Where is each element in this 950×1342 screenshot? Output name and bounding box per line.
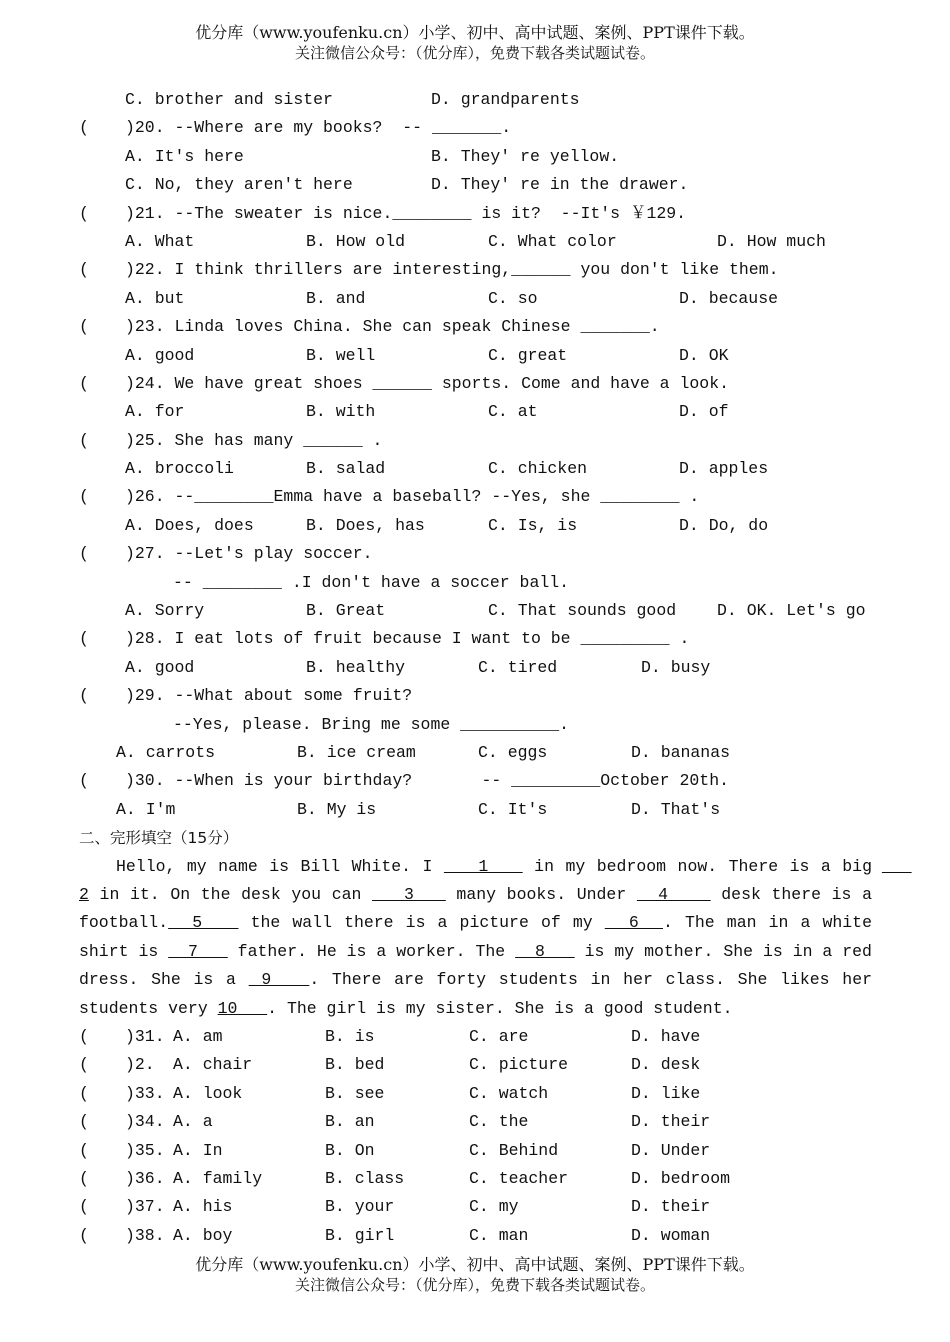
option-row <box>0 143 950 171</box>
blank-number: 6 <box>604 913 663 933</box>
option-text: A. but <box>125 288 185 308</box>
option-text: C. tired <box>478 657 558 677</box>
option-text: D. grandparents <box>431 90 580 109</box>
option-d: D. have <box>631 1026 701 1046</box>
option-row <box>0 796 950 824</box>
option-text: A. for <box>125 402 185 422</box>
option-text: C. Is, is <box>488 515 578 535</box>
option-row <box>0 569 950 597</box>
header-line-2: 关注微信公众号：（优分库），免费下载各类试题试卷。 <box>294 44 655 62</box>
option-text: D. of <box>679 402 729 422</box>
option-b: B. is <box>325 1026 375 1046</box>
option-d: D. woman <box>631 1225 711 1245</box>
option-text: B. How old <box>306 231 406 251</box>
cloze-row <box>0 1108 950 1136</box>
question-row <box>0 200 950 228</box>
option-c: C. are <box>469 1026 529 1046</box>
question-text: )30. --When is your birthday? -- _________October 20th. <box>125 771 729 791</box>
option-text: B. My is <box>297 799 377 819</box>
blank-number: 7 <box>168 941 228 961</box>
option-text: B. Great <box>306 601 386 621</box>
question-number: )2. <box>125 1055 155 1075</box>
passage-text: . The girl is my sister. She is a good student. <box>267 998 733 1018</box>
passage-text: in my bedroom now. There is a big <box>522 856 882 876</box>
question-row <box>0 370 950 398</box>
question-number: )37. <box>125 1197 165 1217</box>
question-number: )36. <box>125 1168 165 1188</box>
answer-bracket: ( <box>79 1055 89 1075</box>
option-text: A. good <box>125 657 195 677</box>
option-d: D. bedroom <box>631 1168 731 1188</box>
option-row <box>0 739 950 767</box>
option-d: D. their <box>631 1197 711 1217</box>
question-row <box>0 313 950 341</box>
option-a: A. boy <box>173 1225 233 1245</box>
question-number: )31. <box>125 1026 165 1046</box>
option-text: C. eggs <box>478 742 548 762</box>
cloze-row <box>0 1222 950 1250</box>
option-text: A. good <box>125 345 195 365</box>
option-row <box>0 711 950 739</box>
blank-number: 10 <box>217 998 268 1018</box>
page-footer <box>0 1254 950 1296</box>
question-text: )29. --What about some fruit? <box>125 686 413 706</box>
option-c: C. picture <box>469 1055 569 1075</box>
option-row <box>0 342 950 370</box>
option-text: D. That's <box>631 799 721 819</box>
question-text: )23. Linda loves China. She can speak Chinese _______. <box>125 317 660 337</box>
cloze-question-list <box>0 1023 950 1250</box>
footer-line-1: 优分库（www.youfenku.cn）小学、初中、高中试题、案例、PPT课件下载。 <box>195 1255 755 1274</box>
option-text: D. apples <box>679 459 769 479</box>
question-text: )22. I think thrillers are interesting,______ you don't like them. <box>125 260 779 280</box>
option-text: C. That sounds good <box>488 601 677 621</box>
blank-number: 1 <box>443 856 523 876</box>
option-text: B. and <box>306 288 366 308</box>
option-text: B. Does, has <box>306 515 425 535</box>
option-c: C. man <box>469 1225 529 1245</box>
cloze-row <box>0 1137 950 1165</box>
answer-bracket: ( <box>79 686 89 706</box>
option-text: D. OK <box>679 345 729 365</box>
passage-text: desk there is a football. <box>79 884 882 933</box>
header-line-1: 优分库（www.youfenku.cn）小学、初中、高中试题、案例、PPT课件下载。 <box>195 23 755 42</box>
answer-bracket: ( <box>79 1083 89 1103</box>
option-b: B. an <box>325 1112 375 1132</box>
option-d: D. their <box>631 1112 711 1132</box>
option-c: C. Behind <box>469 1140 559 1160</box>
section-title: 二、完形填空（15分） <box>79 829 239 848</box>
page-header <box>0 22 950 64</box>
option-text: B. They' re yellow. <box>431 146 620 166</box>
answer-bracket: ( <box>79 629 89 649</box>
question-text: )20. --Where are my books? -- _______. <box>125 118 512 138</box>
option-b: B. girl <box>325 1225 395 1245</box>
option-text: A. What <box>125 231 195 251</box>
answer-bracket: ( <box>79 771 89 791</box>
question-row <box>0 682 950 710</box>
option-text: C. great <box>488 345 568 365</box>
passage-text: father. He is a worker. The <box>227 941 516 961</box>
cloze-row <box>0 1051 950 1079</box>
option-c: C. watch <box>469 1083 549 1103</box>
answer-bracket: ( <box>79 1140 89 1160</box>
option-a: A. In <box>173 1140 223 1160</box>
option-text: B. healthy <box>306 657 406 677</box>
option-row <box>0 171 950 199</box>
answer-bracket: ( <box>79 203 89 223</box>
answer-bracket: ( <box>79 1225 89 1245</box>
option-text: A. broccoli <box>125 459 234 479</box>
question-row <box>0 767 950 795</box>
question-text: )28. I eat lots of fruit because I want to be _________ . <box>125 629 690 649</box>
option-text: A. I'm <box>116 799 176 819</box>
option-text: C. at <box>488 402 538 422</box>
option-text: C. so <box>488 288 538 308</box>
option-a: A. am <box>173 1026 223 1046</box>
answer-bracket: ( <box>79 1026 89 1046</box>
passage-text: . There are forty students in her class. She likes her students very <box>79 970 882 1018</box>
option-text: C. brother and sister <box>125 90 333 109</box>
option-text: B. with <box>306 402 376 422</box>
option-row <box>0 86 950 114</box>
option-text: C. What color <box>488 231 617 251</box>
question-row <box>0 483 950 511</box>
answer-bracket: ( <box>79 317 89 337</box>
option-a: A. his <box>173 1197 233 1217</box>
cloze-row <box>0 1165 950 1193</box>
question-number: )33. <box>125 1083 165 1103</box>
option-text: -- ________ .I don't have a soccer ball. <box>173 572 570 592</box>
answer-bracket: ( <box>79 430 89 450</box>
option-text: C. It's <box>478 799 548 819</box>
option-text: B. salad <box>306 459 386 479</box>
question-number: )34. <box>125 1112 165 1132</box>
option-d: D. desk <box>631 1055 701 1075</box>
question-row <box>0 625 950 653</box>
option-text: B. ice cream <box>297 742 416 762</box>
option-text: C. No, they aren't here <box>125 175 353 195</box>
answer-bracket: ( <box>79 1112 89 1132</box>
question-text: )25. She has many ______ . <box>125 430 383 450</box>
question-row <box>0 427 950 455</box>
document-body <box>0 86 950 1250</box>
passage-text: the wall there is a picture of my <box>238 913 605 933</box>
question-text: )21. --The sweater is nice.________ is it? --It's ￥129. <box>125 203 687 223</box>
blank-number: 3 <box>372 884 446 904</box>
option-a: A. look <box>173 1083 243 1103</box>
passage-text: in it. On the desk you can <box>88 884 373 904</box>
passage-text: is my mother. She is in a red dress. She is a <box>79 941 882 990</box>
option-b: B. class <box>325 1168 405 1188</box>
footer-line-2: 关注微信公众号：（优分库），免费下载各类试题试卷。 <box>294 1276 655 1294</box>
question-text: )24. We have great shoes ______ sports. Come and have a look. <box>125 373 729 393</box>
option-text: A. Does, does <box>125 515 254 535</box>
option-c: C. teacher <box>469 1168 569 1188</box>
passage-text: . The man in a white shirt is <box>79 913 882 961</box>
option-text: A. It's here <box>125 146 244 166</box>
option-row <box>0 398 950 426</box>
question-row <box>0 256 950 284</box>
option-b: B. see <box>325 1083 385 1103</box>
option-b: B. On <box>325 1140 375 1160</box>
question-number: )35. <box>125 1140 165 1160</box>
option-text: A. Sorry <box>125 601 205 621</box>
option-row <box>0 654 950 682</box>
passage-text: Hello, my name is Bill White. I <box>116 856 444 876</box>
option-text: D. Do, do <box>679 515 769 535</box>
option-row <box>0 285 950 313</box>
blank-number: 8 <box>515 941 575 961</box>
option-text: D. busy <box>641 657 711 677</box>
question-text: )27. --Let's play soccer. <box>125 544 373 564</box>
answer-bracket: ( <box>79 487 89 507</box>
option-d: D. Under <box>631 1140 711 1160</box>
option-c: C. the <box>469 1112 529 1132</box>
option-text: C. chicken <box>488 459 588 479</box>
option-row <box>0 228 950 256</box>
answer-bracket: ( <box>79 544 89 564</box>
blank-number: 5 <box>168 913 239 933</box>
option-c: C. my <box>469 1197 519 1217</box>
option-text: D. OK. Let's go <box>717 601 866 621</box>
option-b: B. bed <box>325 1055 385 1075</box>
blank-number: 4 <box>636 884 711 904</box>
option-row <box>0 512 950 540</box>
option-row <box>0 455 950 483</box>
blank-number: 9 <box>248 970 310 990</box>
question-list <box>0 86 950 824</box>
option-text: A. carrots <box>116 742 216 762</box>
cloze-row <box>0 1193 950 1221</box>
option-a: A. chair <box>173 1055 253 1075</box>
question-row <box>0 540 950 568</box>
cloze-row <box>0 1080 950 1108</box>
answer-bracket: ( <box>79 1197 89 1217</box>
answer-bracket: ( <box>79 1168 89 1188</box>
option-b: B. your <box>325 1197 395 1217</box>
option-text: --Yes, please. Bring me some __________. <box>173 714 570 734</box>
option-a: A. a <box>173 1112 213 1132</box>
answer-bracket: ( <box>79 118 89 138</box>
option-row <box>0 597 950 625</box>
answer-bracket: ( <box>79 260 89 280</box>
option-text: D. They' re in the drawer. <box>431 175 689 195</box>
question-text: )26. --________Emma have a baseball? --Yes, she ________ . <box>125 487 700 507</box>
blank-number: 2 <box>79 856 912 904</box>
passage-text: many books. Under <box>445 884 637 904</box>
option-text: D. How much <box>717 231 826 251</box>
answer-bracket: ( <box>79 373 89 393</box>
question-number: )38. <box>125 1225 165 1245</box>
option-d: D. like <box>631 1083 701 1103</box>
cloze-passage <box>79 853 912 1023</box>
question-row <box>0 114 950 142</box>
option-text: D. because <box>679 288 779 308</box>
option-text: D. bananas <box>631 742 731 762</box>
option-a: A. family <box>173 1168 263 1188</box>
option-text: B. well <box>306 345 376 365</box>
cloze-row <box>0 1023 950 1051</box>
